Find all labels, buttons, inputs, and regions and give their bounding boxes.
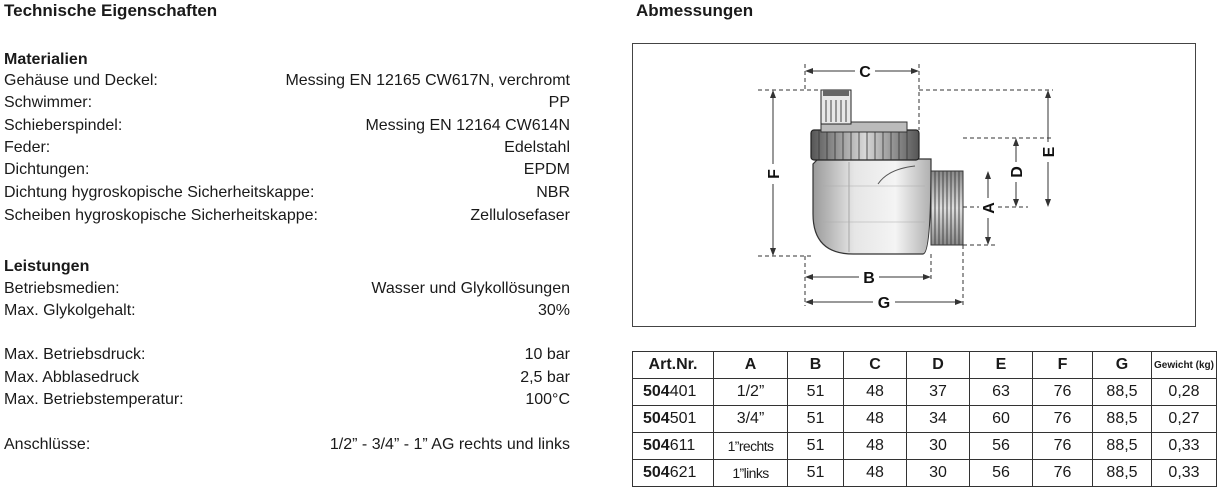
dim-label-g: G (877, 295, 891, 312)
table-row (633, 433, 1217, 460)
performance-row (4, 369, 570, 391)
cell-g: 88,5 (1093, 379, 1152, 406)
threaded-outlet (931, 171, 963, 245)
dimensions-heading: Abmessungen (636, 1, 754, 20)
property-label: Max. Betriebstemperatur: (4, 391, 184, 408)
cell-b: 51 (788, 406, 844, 433)
column-header: D (907, 352, 970, 379)
column-header: Art.Nr. (633, 352, 714, 379)
property-label: Max. Betriebsdruck: (4, 346, 146, 363)
cell-c: 48 (844, 406, 907, 433)
column-header: G (1093, 352, 1152, 379)
cell-e: 60 (970, 406, 1033, 433)
property-label: Anschlüsse: (4, 436, 91, 453)
cell-c: 48 (844, 433, 907, 460)
property-label: Max. Abblasedruck (4, 369, 140, 386)
property-label: Dichtungen: (4, 161, 90, 178)
cell-e: 63 (970, 379, 1033, 406)
column-header: Gewicht (kg) (1152, 352, 1217, 379)
cell-b: 51 (788, 379, 844, 406)
cell-d: 34 (907, 406, 970, 433)
cell-g: 88,5 (1093, 433, 1152, 460)
performance-row (4, 280, 570, 302)
property-value: 2,5 bar (520, 369, 570, 386)
material-row (4, 94, 570, 116)
article-number: 504611 (633, 433, 714, 460)
column-header: E (970, 352, 1033, 379)
material-row (4, 184, 570, 206)
material-row (4, 139, 570, 161)
cell-b: 51 (788, 460, 844, 487)
performance-row (4, 302, 570, 324)
cell-a: 1/2” (714, 379, 788, 406)
cell-c: 48 (844, 379, 907, 406)
table-row (633, 379, 1217, 406)
cell-weight: 0,33 (1152, 433, 1217, 460)
property-label: Gehäuse und Deckel: (4, 72, 158, 89)
cell-a: 1”links (714, 460, 788, 487)
table-row (633, 460, 1217, 487)
performance-row (4, 436, 570, 458)
cell-f: 76 (1033, 379, 1093, 406)
property-label: Schwimmer: (4, 94, 93, 111)
technical-properties-heading: Technische Eigenschaften (4, 1, 218, 20)
property-value: 100°C (525, 391, 570, 408)
table-header-row (633, 352, 1217, 379)
property-value: Messing EN 12165 CW617N, verchromt (285, 72, 570, 89)
table-row (633, 406, 1217, 433)
material-row (4, 72, 570, 94)
performance-row (4, 391, 570, 413)
property-value: Messing EN 12164 CW614N (365, 117, 570, 134)
performance-row (4, 346, 570, 368)
cell-weight: 0,27 (1152, 406, 1217, 433)
property-value: NBR (536, 184, 570, 201)
dim-label-e: E (1041, 146, 1058, 158)
material-row (4, 207, 570, 229)
dim-label-c: C (859, 64, 871, 81)
property-value: 10 bar (524, 346, 570, 363)
property-label: Betriebsmedien: (4, 280, 120, 297)
dim-label-a: A (981, 202, 998, 214)
cell-d: 30 (907, 460, 970, 487)
cell-d: 37 (907, 379, 970, 406)
cell-e: 56 (970, 460, 1033, 487)
cell-a: 3/4” (714, 406, 788, 433)
property-label: Dichtung hygroskopische Sicherheitskappe: (4, 184, 315, 201)
property-value: EPDM (523, 161, 570, 178)
property-value: PP (548, 94, 570, 111)
article-number: 504621 (633, 460, 714, 487)
column-header: B (788, 352, 844, 379)
property-value: Edelstahl (504, 139, 570, 156)
property-value: Wasser und Glykollösungen (371, 280, 570, 297)
performance-title: Leistungen (4, 258, 90, 275)
property-value: 30% (537, 302, 570, 319)
dim-label-d: D (1009, 166, 1026, 178)
material-row (4, 117, 570, 139)
article-number: 504501 (633, 406, 714, 433)
materials-title: Materialien (4, 51, 88, 68)
cell-f: 76 (1033, 433, 1093, 460)
material-row (4, 161, 570, 183)
property-value: 1/2” - 3/4” - 1” AG rechts und links (329, 436, 570, 453)
cell-weight: 0,33 (1152, 460, 1217, 487)
valve-body (813, 159, 931, 254)
cell-a: 1”rechts (714, 433, 788, 460)
property-label: Max. Glykolgehalt: (4, 302, 136, 319)
vent-head (821, 90, 851, 124)
property-value: Zellulosefaser (470, 207, 570, 224)
column-header: C (844, 352, 907, 379)
cell-f: 76 (1033, 460, 1093, 487)
knurled-cap (811, 122, 919, 160)
dimension-diagram (632, 43, 1196, 327)
cell-c: 48 (844, 460, 907, 487)
column-header: F (1033, 352, 1093, 379)
valve-drawing (633, 44, 1195, 326)
cell-d: 30 (907, 433, 970, 460)
property-label: Scheiben hygroskopische Sicherheitskappe: (4, 207, 318, 224)
article-number: 504401 (633, 379, 714, 406)
dim-label-b: B (863, 270, 875, 287)
cell-e: 56 (970, 433, 1033, 460)
dim-label-f: F (766, 169, 783, 179)
cell-b: 51 (788, 433, 844, 460)
property-label: Feder: (4, 139, 51, 156)
column-header: A (714, 352, 788, 379)
cell-f: 76 (1033, 406, 1093, 433)
property-label: Schieberspindel: (4, 117, 123, 134)
cell-weight: 0,28 (1152, 379, 1217, 406)
cell-g: 88,5 (1093, 406, 1152, 433)
cell-g: 88,5 (1093, 460, 1152, 487)
dimensions-table (632, 351, 1217, 487)
